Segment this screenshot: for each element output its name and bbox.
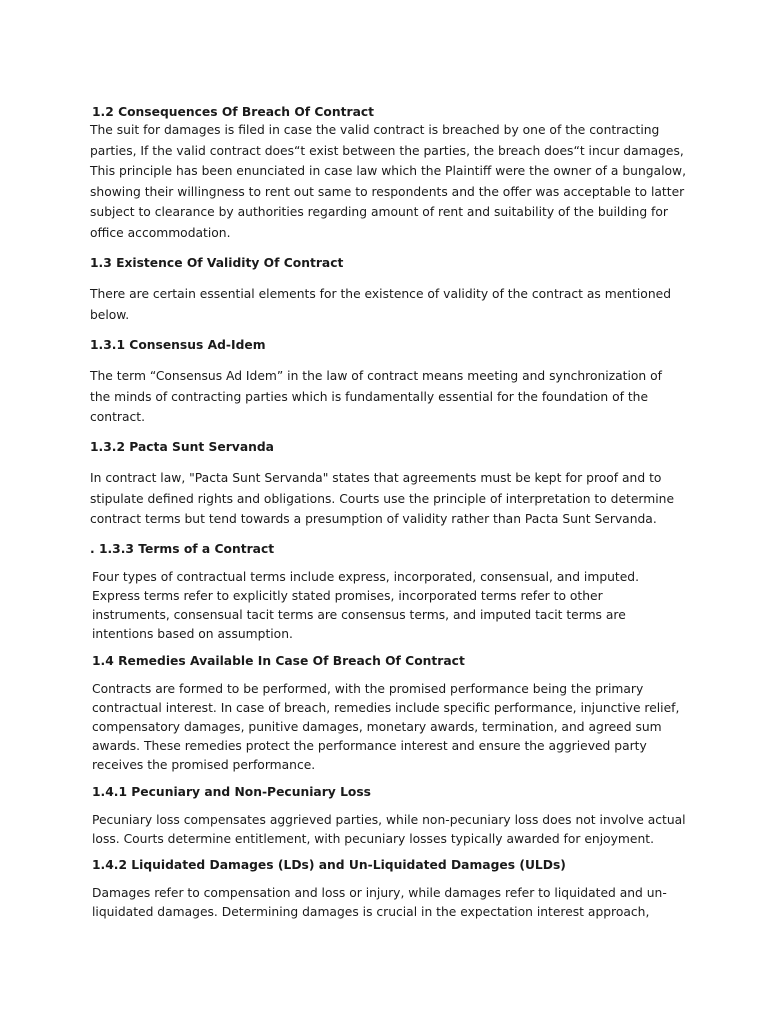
section-heading-1-4-2: 1.4.2 Liquidated Damages (LDs) and Un-Liquidated Damages (ULDs) — [92, 858, 566, 872]
section-heading-1-3: 1.3 Existence Of Validity Of Contract — [90, 256, 344, 270]
section-body-1-2: The suit for damages is filed in case the valid contract is breached by one of the contracting parties, If the valid contract does“t exist between the parties, the breach does“t incur damages, This principle has been enunciated in case law which the Plaintiff were the owner of a bungalow, showing their willingness to rent out same to respondents and the offer was acceptable to latter subject to clearance by authorities regarding amount of rent and suitability of the building for office accommodation. — [90, 123, 686, 240]
section-body-1-4-2: Damages refer to compensation and loss or injury, while damages refer to liquidated and un-liquidated damages. Determining damages is crucial in the expectation interest approach, — [92, 886, 667, 919]
section-heading-1-2: 1.2 Consequences Of Breach Of Contract — [92, 105, 375, 119]
section-heading-1-4: 1.4 Remedies Available In Case Of Breach Of Contract — [92, 654, 465, 668]
section-heading-1-3-2: 1.3.2 Pacta Sunt Servanda — [90, 440, 274, 454]
section-body-1-3-3: Four types of contractual terms include express, incorporated, consensual, and imputed. Express terms refer to explicitly stated promises, incorporated terms refer to other instruments, consensual tacit terms are consensus terms, and imputed tacit terms are intentions based on assumption. — [92, 570, 640, 641]
section-heading-1-4-1: 1.4.1 Pecuniary and Non-Pecuniary Loss — [92, 785, 371, 799]
section-body-1-4-1: Pecuniary loss compensates aggrieved parties, while non-pecuniary loss does not involve actual loss. Courts determine entitlement, with pecuniary losses typically awarded for enjoyment. — [92, 813, 686, 846]
section-heading-1-3-3: . 1.3.3 Terms of a Contract — [90, 542, 275, 556]
section-body-1-3-1: The term “Consensus Ad Idem” in the law of contract means meeting and synchronization of the minds of contracting parties which is fundamentally essential for the foundation of the contract. — [90, 369, 662, 425]
section-body-1-4: Contracts are formed to be performed, with the promised performance being the primary contractual interest. In case of breach, remedies include specific performance, injunctive relief, compensatory damages, punitive damages, monetary awards, termination, and agreed sum awards. These remedies protect the performance interest and ensure the aggrieved party receives the promised performance. — [92, 682, 680, 772]
section-body-1-3-2: In contract law, "Pacta Sunt Servanda" states that agreements must be kept for proof and to stipulate defined rights and obligations. Courts use the principle of interpretation to determine contract terms but tend towards a presumption of validity rather than Pacta Sunt Servanda. — [90, 471, 675, 527]
section-body-1-3: There are certain essential elements for the existence of validity of the contract as mentioned below. — [90, 287, 671, 322]
section-heading-1-3-1: 1.3.1 Consensus Ad-Idem — [90, 338, 266, 352]
